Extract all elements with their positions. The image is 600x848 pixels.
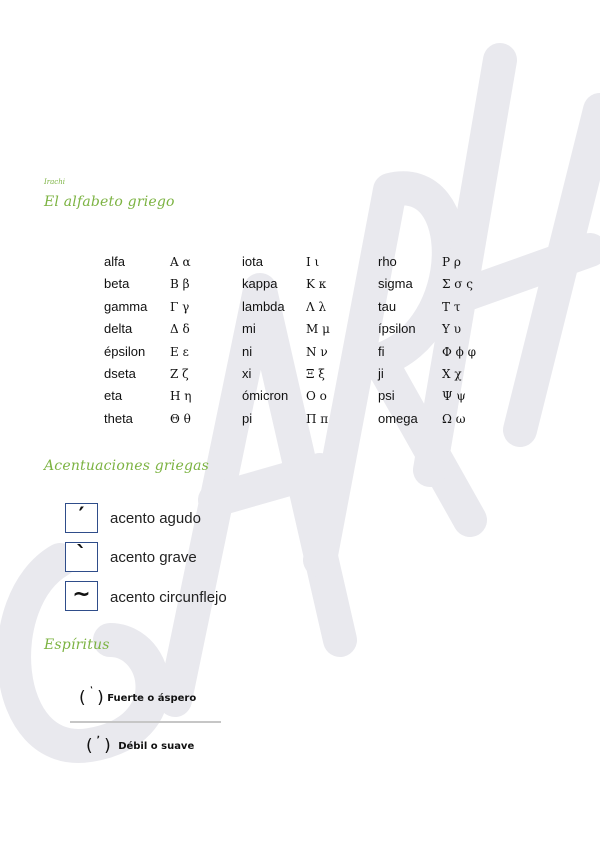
letter-glyphs: Ε ε <box>170 344 189 359</box>
letter-glyphs: Χ χ <box>442 366 462 381</box>
letter-glyphs: Μ μ <box>306 322 330 337</box>
letter-glyphs: Ζ ζ <box>170 366 189 381</box>
letter-glyphs: Ω ω <box>442 411 466 426</box>
letter-name: ji <box>378 365 384 381</box>
letter-name: theta <box>104 410 133 426</box>
letter-name: kappa <box>242 276 278 292</box>
accent-label: acento grave <box>110 549 197 566</box>
spirit-label: Débil o suave <box>118 741 195 752</box>
heading-alphabet: El alfabeto griego <box>44 194 175 210</box>
letter-glyphs: Ρ ρ <box>442 255 461 269</box>
accent-circumflex-icon: ~ <box>65 581 98 611</box>
accent-acute-icon: ′ <box>65 503 98 533</box>
spirit-rough <box>79 686 196 706</box>
letter-glyphs: Λ λ <box>306 299 327 314</box>
letter-glyphs: Δ δ <box>170 322 190 337</box>
letter-glyphs: Θ θ <box>170 411 191 426</box>
letter-name: sigma <box>378 276 413 292</box>
letter-name: gamma <box>104 298 148 314</box>
heading-accents: Acentuaciones griegas <box>44 458 210 474</box>
accent-label: acento agudo <box>110 510 201 527</box>
letter-glyphs: Ο ο <box>306 389 327 404</box>
rough-breathing-icon: ʽ <box>89 687 94 697</box>
divider <box>70 721 221 723</box>
smooth-breathing-icon: ʼ <box>96 735 101 745</box>
letter-name: ómicron <box>242 388 289 404</box>
heading-spirits: Espíritus <box>44 637 110 653</box>
letter-name: lambda <box>242 298 285 314</box>
letter-name: omega <box>378 410 418 426</box>
accent-grave-icon: ` <box>65 542 98 572</box>
letter-glyphs: Φ ϕ φ <box>442 344 477 359</box>
letter-glyphs: Ξ ξ <box>306 366 325 381</box>
letter-glyphs: Ψ ψ <box>442 389 466 404</box>
letter-glyphs: Η η <box>170 389 192 404</box>
accent-label: acento circunflejo <box>110 589 227 606</box>
letter-glyphs: Κ κ <box>306 277 327 292</box>
paren-open: ( <box>79 688 86 708</box>
letter-name: ípsilon <box>378 321 416 337</box>
letter-name: dseta <box>104 365 136 381</box>
letter-name: mi <box>242 321 256 337</box>
letter-name: rho <box>378 254 397 269</box>
letter-name: épsilon <box>104 343 146 359</box>
letter-glyphs: Γ γ <box>170 299 190 314</box>
letter-glyphs: Υ υ <box>442 322 462 337</box>
letter-glyphs: Σ σ ς <box>442 277 474 292</box>
spirit-smooth <box>86 734 194 754</box>
letter-glyphs: Ν ν <box>306 344 328 359</box>
paren-close: ) <box>104 736 111 756</box>
letter-glyphs: Τ τ <box>442 299 461 314</box>
letter-glyphs: Β β <box>170 277 190 292</box>
letter-name: eta <box>104 388 123 404</box>
letter-name: fi <box>378 343 385 359</box>
letter-name: iota <box>242 254 263 269</box>
letter-name: tau <box>378 298 397 314</box>
letter-name: ni <box>242 343 253 359</box>
paren-close: ) <box>97 688 104 708</box>
letter-glyphs: Π π <box>306 411 329 426</box>
letter-glyphs: Ι ι <box>306 255 320 269</box>
section-tag: Irachi <box>44 178 65 186</box>
letter-glyphs: Α α <box>170 255 191 269</box>
letter-name: delta <box>104 321 133 337</box>
spirit-label: Fuerte o áspero <box>107 693 197 704</box>
letter-name: beta <box>104 276 130 292</box>
paren-open: ( <box>86 736 93 756</box>
letter-name: pi <box>242 410 253 426</box>
letter-name: psi <box>378 388 395 404</box>
letter-name: alfa <box>104 254 125 269</box>
letter-name: xi <box>242 365 252 381</box>
